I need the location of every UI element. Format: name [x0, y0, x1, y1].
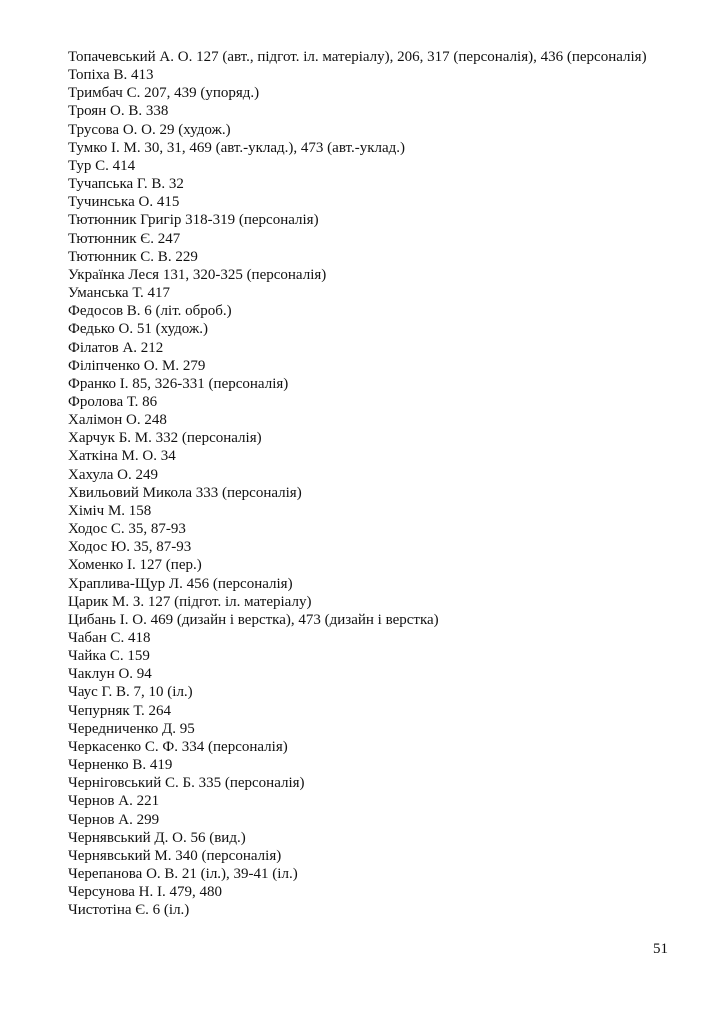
- index-entry: Тучинська О. 415: [68, 194, 180, 211]
- index-entry: Філатов А. 212: [68, 339, 164, 356]
- index-entry: Тумко І. М. 30, 31, 469 (авт.-уклад.), 473 (авт.-уклад.): [68, 139, 406, 156]
- index-entry: Храплива-Щур Л. 456 (персоналія): [68, 575, 293, 592]
- index-entry: Черненко В. 419: [68, 757, 173, 774]
- name-index-list: [68, 48, 668, 920]
- index-entry: Філіпченко О. М. 279: [68, 357, 206, 374]
- index-entry: Черепанова О. В. 21 (іл.), 39-41 (іл.): [68, 866, 298, 883]
- index-entry: Тютюнник Григір 318-319 (персоналія): [68, 212, 319, 229]
- index-entry: Франко І. 85, 326-331 (персоналія): [68, 375, 289, 392]
- page-number: 51: [653, 941, 668, 957]
- index-entry: Черніговський С. Б. 335 (персоналія): [68, 775, 305, 792]
- index-entry: Чередниченко Д. 95: [68, 720, 195, 737]
- index-entry: Уманська Т. 417: [68, 285, 171, 302]
- index-entry: Тютюнник Є. 247: [68, 230, 181, 247]
- index-entry: Ходос С. 35, 87-93: [68, 521, 186, 538]
- index-entry: Цибань І. О. 469 (дизайн і верстка), 473 (дизайн і верстка): [68, 611, 439, 628]
- index-entry: Хахула О. 249: [68, 466, 158, 483]
- index-entry: Черсунова Н. І. 479, 480: [68, 884, 223, 901]
- index-entry: Трусова О. О. 29 (худож.): [68, 121, 231, 138]
- index-entry: Черкасенко С. Ф. 334 (персоналія): [68, 738, 288, 755]
- index-entry: Тур С. 414: [68, 157, 136, 174]
- index-entry: Хіміч М. 158: [68, 502, 152, 519]
- index-entry: Чаус Г. В. 7, 10 (іл.): [68, 684, 193, 701]
- index-entry: Чернявський Д. О. 56 (вид.): [68, 829, 246, 846]
- index-entry: Халімон О. 248: [68, 412, 167, 429]
- index-entry: Троян О. В. 338: [68, 103, 169, 120]
- index-entry: Фролова Т. 86: [68, 393, 158, 410]
- index-entry: Тютюнник С. В. 229: [68, 248, 198, 265]
- index-entry: Хаткіна М. О. 34: [68, 448, 176, 465]
- index-entry: Чернов А. 299: [68, 811, 160, 828]
- index-entry: Ходос Ю. 35, 87-93: [68, 539, 192, 556]
- index-entry: Царик М. З. 127 (підгот. іл. матеріалу): [68, 593, 312, 610]
- index-entry: Чернов А. 221: [68, 793, 160, 810]
- index-entry: Топіха В. 413: [68, 67, 154, 84]
- index-entry: Чаклун О. 94: [68, 666, 152, 683]
- index-entry: Чайка С. 159: [68, 648, 150, 665]
- index-entry: Тучапська Г. В. 32: [68, 176, 184, 193]
- index-entry: Федосов В. 6 (літ. оброб.): [68, 303, 232, 320]
- index-entry: Топачевський А. О. 127 (авт., підгот. іл. матеріалу), 206, 317 (персоналія), 436 (персоналія): [68, 49, 647, 65]
- index-entry: Чабан С. 418: [68, 630, 151, 646]
- index-entry: Тримбач С. 207, 439 (упоряд.): [68, 85, 260, 102]
- index-entry: Хоменко І. 127 (пер.): [68, 557, 202, 574]
- index-entry: Чепурняк Т. 264: [68, 702, 172, 719]
- index-entry: Федько О. 51 (худож.): [68, 321, 208, 338]
- index-entry: Чернявський М. 340 (персоналія): [68, 847, 282, 864]
- index-entry: Харчук Б. М. 332 (персоналія): [68, 430, 262, 447]
- index-entry: Українка Леся 131, 320-325 (персоналія): [68, 266, 327, 283]
- index-entry: Чистотіна Є. 6 (іл.): [68, 902, 190, 919]
- index-entry: Хвильовий Микола 333 (персоналія): [68, 484, 302, 501]
